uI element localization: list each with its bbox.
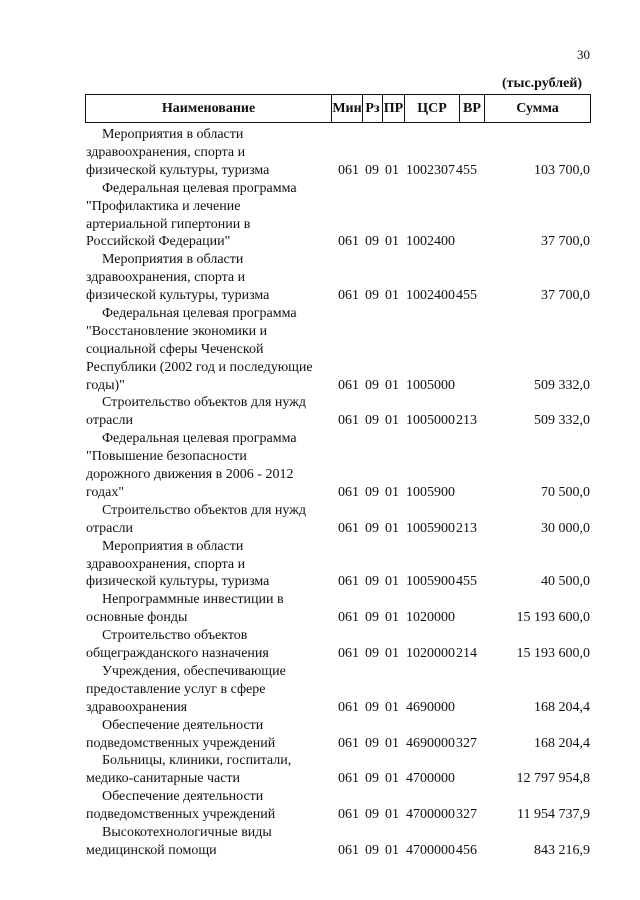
header-rz: Рз: [362, 95, 382, 122]
row-name-line: физической культуры, туризма: [86, 574, 270, 590]
row-vr: 455: [456, 288, 477, 304]
row-name-line: "Повышение безопасности: [86, 449, 247, 465]
header-sum: Сумма: [484, 95, 590, 122]
row-min: 061: [338, 520, 359, 536]
units-label: (тыс.рублей): [502, 76, 583, 91]
table-row: [0, 591, 640, 627]
row-rz: 09: [365, 610, 379, 626]
row-name: [86, 180, 338, 252]
table-row: [0, 394, 640, 430]
row-min: 061: [338, 484, 359, 500]
row-rz: 09: [365, 574, 379, 590]
row-name-line: Строительство объектов для нужд: [102, 395, 307, 411]
row-name-line: годах": [86, 484, 125, 500]
row-pr: 01: [385, 288, 399, 304]
row-name-line: "Восстановление экономики и: [86, 323, 268, 339]
row-name-line: физической культуры, туризма: [86, 288, 270, 304]
row-csr: 1020000: [406, 646, 455, 662]
row-name-line: отрасли: [86, 520, 134, 536]
table-row: [0, 502, 640, 538]
row-name: [86, 430, 338, 502]
row-name-line: основные фонды: [86, 610, 188, 626]
row-name-line: предоставление услуг в сфере: [86, 681, 266, 697]
row-sum: 168 204,4: [534, 735, 590, 751]
table-body: [0, 126, 640, 860]
row-name-line: Строительство объектов для нужд: [102, 502, 307, 518]
table-row: [0, 663, 640, 717]
row-name-line: Федеральная целевая программа: [102, 305, 297, 321]
row-name-line: общегражданского назначения: [86, 646, 269, 662]
header-name: Наименование: [161, 100, 256, 116]
row-rz: 09: [365, 646, 379, 662]
row-pr: 01: [385, 771, 399, 787]
header-pr: ПР: [382, 95, 404, 122]
row-sum: 15 193 600,0: [516, 646, 590, 662]
row-min: 061: [338, 162, 359, 178]
row-pr: 01: [385, 646, 399, 662]
row-name-line: подведомственных учреждений: [86, 735, 276, 751]
row-name-line: здравоохранения, спорта и: [86, 556, 246, 572]
row-name-line: медико-санитарные части: [86, 771, 241, 787]
row-pr: 01: [385, 610, 399, 626]
row-vr: 455: [456, 162, 477, 178]
row-pr: 01: [385, 807, 399, 823]
row-name-line: Обеспечение деятельности: [102, 717, 264, 733]
table-row: [0, 126, 640, 180]
row-name: [86, 663, 338, 717]
table-row: [0, 305, 640, 395]
row-sum: 15 193 600,0: [516, 610, 590, 626]
row-rz: 09: [365, 288, 379, 304]
row-name-line: физической культуры, туризма: [86, 162, 270, 178]
row-name-line: Республики (2002 год и последующие: [86, 359, 313, 375]
row-rz: 09: [365, 484, 379, 500]
row-pr: 01: [385, 735, 399, 751]
row-rz: 09: [365, 162, 379, 178]
row-rz: 09: [365, 413, 379, 429]
row-name-line: медицинской помощи: [86, 842, 217, 858]
row-name-line: Учреждения, обеспечивающие: [102, 663, 286, 679]
table-header: [85, 94, 591, 123]
table-row: [0, 538, 640, 592]
row-rz: 09: [365, 807, 379, 823]
row-name: [86, 394, 338, 430]
row-name: [86, 717, 338, 753]
row-rz: 09: [365, 771, 379, 787]
row-name-line: Больницы, клиники, госпитали,: [102, 753, 292, 769]
row-name-line: здравоохранения: [86, 699, 188, 715]
row-name-line: Мероприятия в области: [102, 127, 244, 142]
row-name-line: годы)": [86, 377, 125, 393]
row-name-line: артериальной гипертонии в: [86, 216, 251, 232]
row-rz: 09: [365, 377, 379, 393]
row-sum: 40 500,0: [541, 574, 590, 590]
row-min: 061: [338, 699, 359, 715]
row-sum: 30 000,0: [541, 520, 590, 536]
header-vr: ВР: [459, 95, 484, 122]
row-min: 061: [338, 771, 359, 787]
row-min: 061: [338, 842, 359, 858]
row-sum: 168 204,4: [534, 699, 590, 715]
row-rz: 09: [365, 735, 379, 751]
row-vr: 213: [456, 413, 477, 429]
row-name-line: отрасли: [86, 413, 134, 429]
row-name-line: Мероприятия в области: [102, 252, 244, 268]
row-vr: 327: [456, 735, 477, 751]
row-sum: 843 216,9: [534, 842, 590, 858]
row-vr: 214: [456, 646, 477, 662]
row-csr: 1002400: [406, 288, 455, 304]
row-rz: 09: [365, 520, 379, 536]
row-min: 061: [338, 574, 359, 590]
row-min: 061: [338, 288, 359, 304]
row-name-line: Федеральная целевая программа: [102, 431, 297, 447]
table-row: [0, 717, 640, 753]
row-min: 061: [338, 413, 359, 429]
row-name: [86, 788, 338, 824]
row-pr: 01: [385, 377, 399, 393]
row-csr: 1005900: [406, 484, 455, 500]
row-name: [86, 824, 338, 860]
row-pr: 01: [385, 162, 399, 178]
row-name-line: дорожного движения в 2006 - 2012: [86, 467, 294, 483]
row-name-line: подведомственных учреждений: [86, 807, 276, 823]
row-csr: 4690000: [406, 699, 455, 715]
row-name-line: Российской Федерации": [86, 234, 231, 250]
row-pr: 01: [385, 234, 399, 250]
row-name: [86, 502, 338, 538]
row-min: 061: [338, 646, 359, 662]
row-sum: 103 700,0: [534, 162, 590, 178]
table-row: [0, 180, 640, 252]
table-row: [0, 627, 640, 663]
row-rz: 09: [365, 699, 379, 715]
row-name: [86, 126, 338, 180]
row-min: 061: [338, 610, 359, 626]
table-row: [0, 824, 640, 860]
row-vr: 456: [456, 842, 477, 858]
row-pr: 01: [385, 842, 399, 858]
row-csr: 1005900: [406, 520, 455, 536]
table-row: [0, 788, 640, 824]
row-name-line: здравоохранения, спорта и: [86, 144, 246, 160]
row-csr: 1020000: [406, 610, 455, 626]
row-csr: 1002400: [406, 234, 455, 250]
row-csr: 4700000: [406, 842, 455, 858]
row-vr: 455: [456, 574, 477, 590]
row-name-line: Строительство объектов: [102, 628, 248, 644]
row-name: [86, 251, 338, 305]
row-min: 061: [338, 807, 359, 823]
row-name-line: Мероприятия в области: [102, 538, 244, 554]
row-name: [86, 305, 338, 395]
row-name-line: Обеспечение деятельности: [102, 789, 264, 805]
row-csr: 4700000: [406, 807, 455, 823]
row-csr: 1002307: [406, 162, 455, 178]
row-sum: 11 954 737,9: [517, 807, 590, 823]
row-name: [86, 591, 338, 627]
table-row: [0, 752, 640, 788]
row-pr: 01: [385, 413, 399, 429]
row-min: 061: [338, 377, 359, 393]
row-pr: 01: [385, 484, 399, 500]
row-rz: 09: [365, 234, 379, 250]
row-pr: 01: [385, 574, 399, 590]
table-row: [0, 251, 640, 305]
row-name-line: социальной сферы Чеченской: [86, 341, 264, 357]
row-name: [86, 538, 338, 592]
row-name: [86, 752, 338, 788]
row-name-line: "Профилактика и лечение: [86, 198, 241, 214]
row-sum: 70 500,0: [541, 484, 590, 500]
row-vr: 327: [456, 807, 477, 823]
row-name-line: здравоохранения, спорта и: [86, 270, 246, 286]
row-csr: 4700000: [406, 771, 455, 787]
row-sum: 37 700,0: [541, 234, 590, 250]
row-min: 061: [338, 234, 359, 250]
row-csr: 1005000: [406, 413, 455, 429]
row-name-line: Высокотехнологичные виды: [102, 825, 272, 841]
row-rz: 09: [365, 842, 379, 858]
row-sum: 509 332,0: [534, 413, 590, 429]
row-sum: 509 332,0: [534, 377, 590, 393]
row-name-line: Федеральная целевая программа: [102, 180, 297, 196]
row-csr: 4690000: [406, 735, 455, 751]
page-number: 30: [577, 47, 590, 62]
row-name-line: Непрограммные инвестиции в: [102, 592, 284, 608]
row-sum: 12 797 954,8: [516, 771, 590, 787]
row-csr: 1005000: [406, 377, 455, 393]
header-csr: ЦСР: [404, 95, 459, 122]
row-csr: 1005900: [406, 574, 455, 590]
row-min: 061: [338, 735, 359, 751]
row-sum: 37 700,0: [541, 288, 590, 304]
table-row: [0, 430, 640, 502]
row-vr: 213: [456, 520, 477, 536]
header-min: Мин: [331, 95, 362, 122]
row-pr: 01: [385, 699, 399, 715]
row-name: [86, 627, 338, 663]
row-pr: 01: [385, 520, 399, 536]
